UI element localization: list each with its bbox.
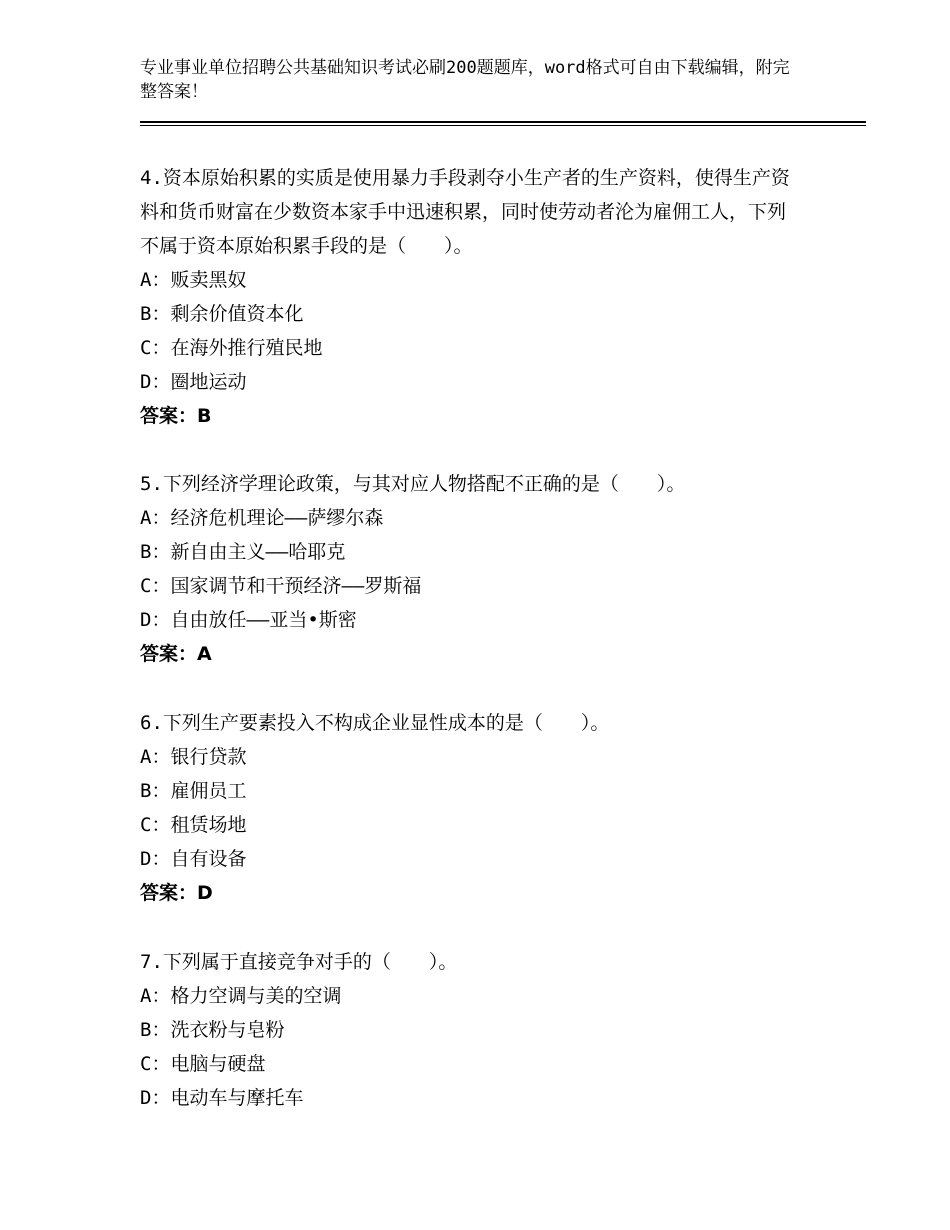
question-stem: 6.下列生产要素投入不构成企业显性成本的是（ ）。 (140, 712, 610, 734)
question-6 (140, 706, 800, 910)
option-d: D：电动车与摩托车 (140, 1087, 304, 1109)
answer-line: 答案：A (140, 643, 212, 665)
option-a: A：格力空调与美的空调 (140, 985, 342, 1007)
option-c: C：在海外推行殖民地 (140, 337, 323, 359)
option-d: D：自有设备 (140, 848, 247, 870)
option-c: C：电脑与硬盘 (140, 1053, 266, 1075)
question-stem: 7.下列属于直接竞争对手的（ ）。 (140, 951, 458, 973)
question-stem: 5.下列经济学理论政策，与其对应人物搭配不正确的是（ ）。 (140, 473, 686, 495)
question-7 (140, 945, 800, 1115)
option-d: D：自由放任——亚当•斯密 (140, 609, 357, 631)
option-b: B：剩余价值资本化 (140, 303, 304, 325)
question-4 (140, 161, 800, 433)
option-a: A：银行贷款 (140, 746, 247, 768)
question-stem: 4.资本原始积累的实质是使用暴力手段剥夺小生产者的生产资料，使得生产资料和货币财富在少数资本家手中迅速积累，同时使劳动者沦为雇佣工人，下列不属于资本原始积累手段的是（ ）。 (140, 167, 790, 257)
option-c: C：租赁场地 (140, 814, 247, 836)
option-b: B：新自由主义——哈耶克 (140, 541, 346, 563)
header-divider-thick (140, 121, 866, 123)
option-c: C：国家调节和干预经济——罗斯福 (140, 575, 422, 597)
option-a: A：经济危机理论——萨缪尔森 (140, 507, 384, 529)
answer-line: 答案：D (140, 882, 213, 904)
answer-line: 答案：B (140, 405, 212, 427)
option-b: B：洗衣粉与皂粉 (140, 1019, 285, 1041)
option-d: D：圈地运动 (140, 371, 247, 393)
document-header: 专业事业单位招聘公共基础知识考试必刷200题题库，word格式可自由下载编辑，附完整答案！ (140, 58, 790, 102)
question-5 (140, 467, 800, 671)
option-a: A：贩卖黑奴 (140, 269, 247, 291)
option-b: B：雇佣员工 (140, 780, 247, 802)
header-divider-thin (140, 125, 866, 126)
